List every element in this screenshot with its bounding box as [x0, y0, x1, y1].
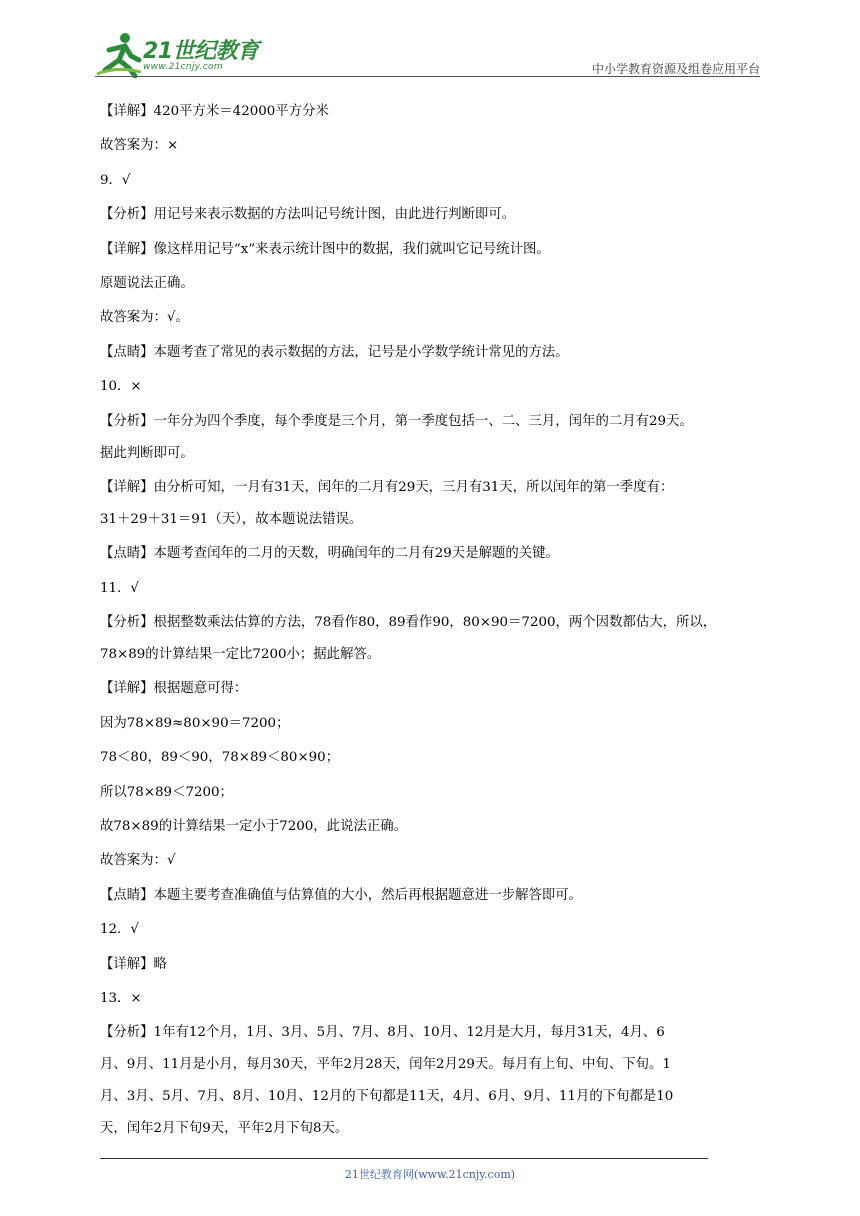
text-line: 因为78×89≈80×90＝7200； [100, 715, 290, 731]
text-line: 【分析】用记号来表示数据的方法叫记号统计图，由此进行判断即可。 [100, 207, 516, 223]
text-line: 78＜80，89＜90，78×89＜80×90； [100, 750, 340, 766]
text-line: 【详解】像这样用记号“x”来表示统计图中的数据，我们就叫它记号统计图。 [100, 241, 550, 257]
text-line: 【分析】一年分为四个季度，每个季度是三个月，第一季度包括一、二、三月，闰年的二月有29天。 [100, 413, 693, 429]
question-number: 9．√ [100, 172, 131, 188]
text-line: 故78×89的计算结果一定小于7200，此说法正确。 [100, 819, 408, 835]
text-line: 所以78×89＜7200； [100, 784, 233, 800]
page-header [95, 30, 760, 80]
header-divider [95, 76, 760, 77]
text-line: 故答案为：√ [100, 853, 176, 869]
text-line: 【详解】根据题意可得： [100, 681, 248, 697]
text-line: 【详解】由分析可知，一月有31天，闰年的二月有29天，三月有31天，所以闰年的第一季度有： [100, 479, 674, 495]
text-line: 月、3月、5月、7月、8月、10月、12月的下旬都是11天，4月、6月、9月、11月的下旬都是10 [100, 1089, 674, 1105]
text-line: 【详解】略 [100, 956, 167, 972]
runner-logo-icon [95, 30, 143, 78]
text-line: 【分析】根据整数乘法估算的方法，78看作80，89看作90，80×90＝7200，两个因数都估大，所以， [100, 615, 717, 631]
logo-text: 21世纪教育 [143, 39, 259, 64]
text-line: 故答案为：× [100, 138, 179, 154]
text-line: 【详解】420平方米＝42000平方分米 [100, 104, 329, 119]
text-line: 月、9月、11月是小月，每月30天，平年2月28天，闰年2月29天。每月有上旬、中旬、下旬。1 [100, 1057, 671, 1073]
text-line: 故答案为：√。 [100, 310, 189, 326]
question-number: 13．× [100, 990, 142, 1006]
question-number: 10．× [100, 379, 142, 395]
text-line: 78×89的计算结果一定比7200小；据此解答。 [100, 647, 381, 663]
site-logo [95, 30, 265, 78]
logo-url: www.21cnjy.com [143, 62, 223, 72]
text-line: 【点睛】本题主要考查准确值与估算值的大小，然后再根据题意进一步解答即可。 [100, 887, 583, 903]
answer-content [100, 103, 768, 1155]
text-line: 31＋29＋31＝91（天），故本题说法错误。 [100, 511, 363, 527]
footer-text: 21世纪教育网(www.21cnjy.com) [344, 1168, 516, 1181]
platform-name: 中小学教育资源及组卷应用平台 [591, 62, 760, 76]
question-number: 12．√ [100, 922, 139, 938]
text-line: 据此判断即可。 [100, 445, 194, 461]
text-line: 天，闰年2月下旬9天，平年2月下旬8天。 [100, 1121, 349, 1137]
text-line: 【分析】1年有12个月，1月、3月、5月、7月、8月、10月、12月是大月，每月31天，4月、6 [100, 1025, 665, 1041]
text-line: 【点睛】本题考查了常见的表示数据的方法，记号是小学数学统计常见的方法。 [100, 344, 569, 360]
text-line: 【点睛】本题考查闰年的二月的天数，明确闰年的二月有29天是解题的关键。 [100, 546, 559, 562]
text-line: 原题说法正确。 [100, 275, 194, 291]
question-number: 11．√ [100, 580, 139, 596]
footer-divider [100, 1158, 708, 1159]
